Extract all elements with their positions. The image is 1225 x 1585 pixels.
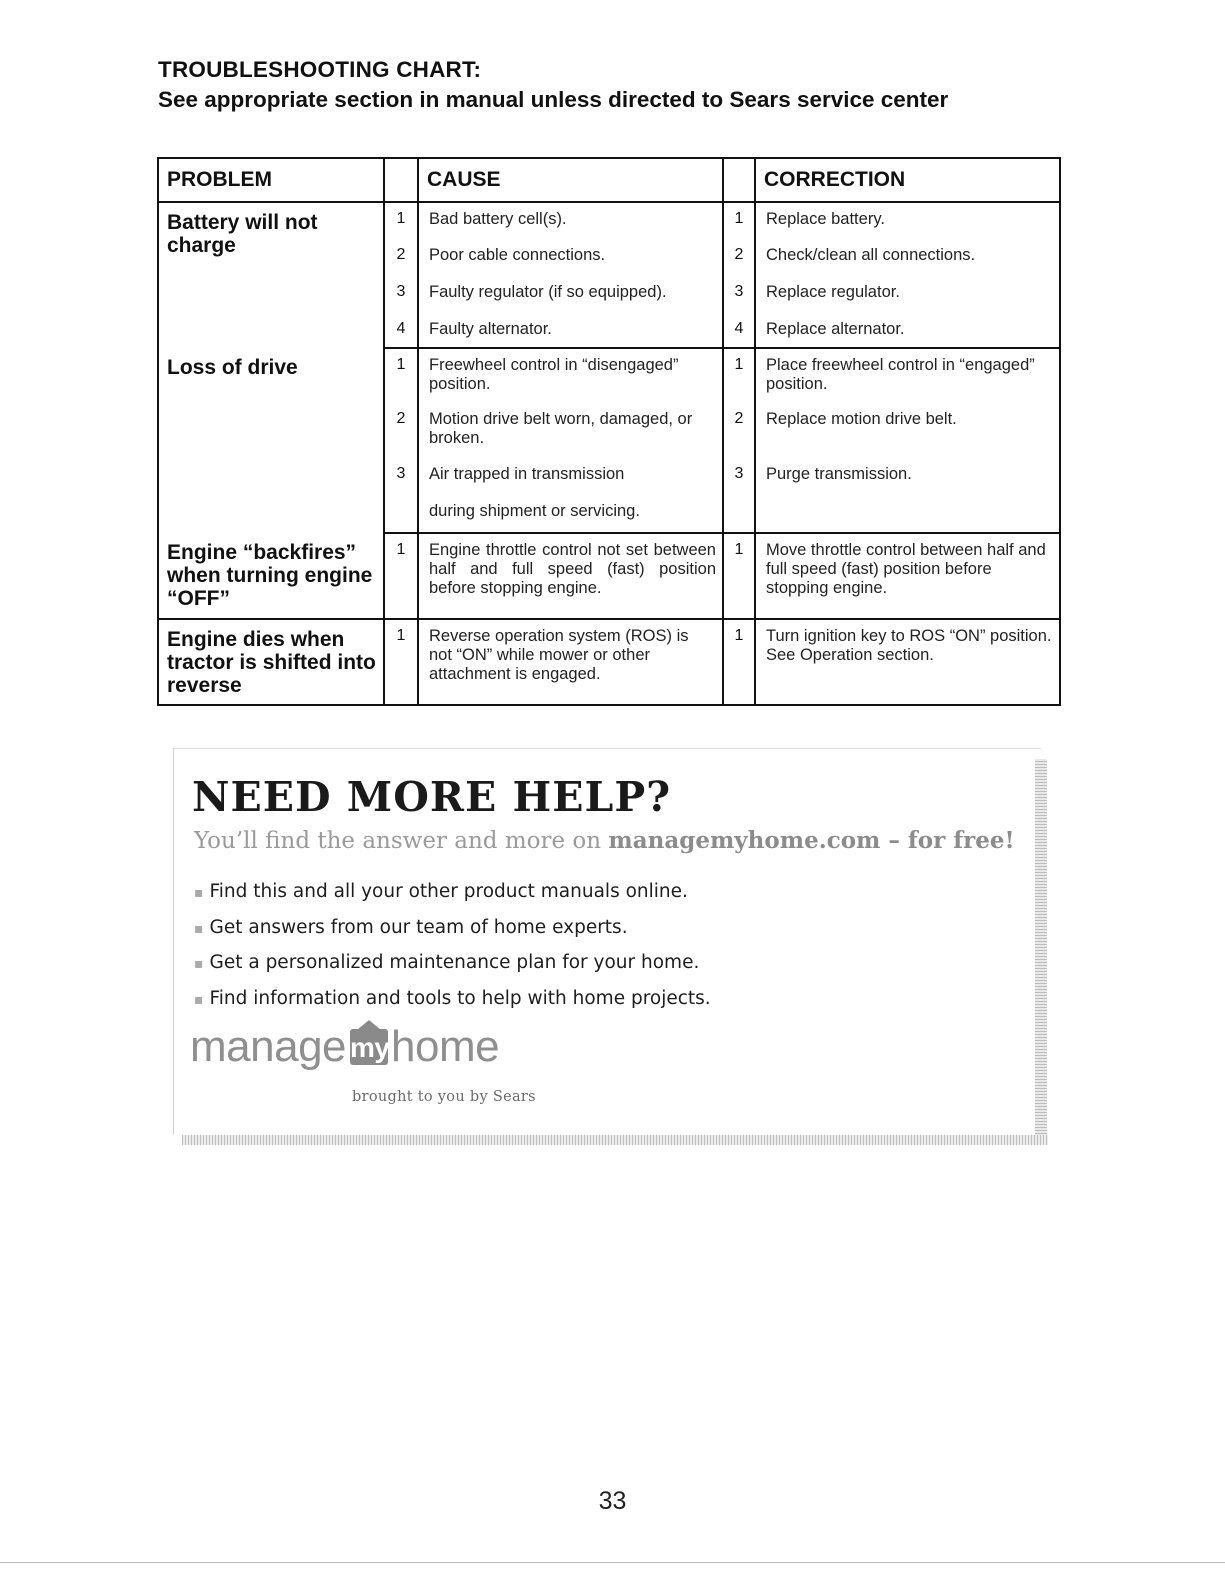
list-item-text: Find information and tools to help with home projects. [209, 987, 711, 1009]
bullet-icon: ▪ [194, 956, 204, 972]
help-subtitle [194, 827, 1015, 855]
cause-number: 3 [384, 276, 418, 313]
correction-cell: Place freewheel control in “engaged” position. [755, 348, 1060, 403]
list-item [194, 875, 711, 911]
bullet-icon: ▪ [194, 920, 204, 937]
bottom-divider [0, 1562, 1225, 1563]
logo-house-icon: my [350, 1029, 388, 1065]
cause-cell: Faulty regulator (if so equipped). [418, 276, 723, 313]
list-item [194, 911, 711, 947]
cause-cell: Faulty alternator. [418, 313, 723, 348]
problem-cell: Engine dies when tractor is shifted into reverse [158, 619, 384, 705]
problem-cell: Engine “backfires” when turning engine “OFF” [158, 533, 384, 619]
correction-cell: Replace alternator. [755, 313, 1060, 348]
table-row [158, 619, 1060, 705]
cause-cell: Engine throttle control not set between half and full speed (fast) position before stopping engine. [418, 533, 723, 619]
chart-title: TROUBLESHOOTING CHART: [158, 57, 482, 82]
cause-number: 1 [384, 202, 418, 239]
box-shadow-right [1035, 759, 1047, 1143]
column-header-correction: CORRECTION [755, 158, 1060, 202]
correction-cell: Move throttle control between half and full speed (fast) position before stopping engine. [755, 533, 1060, 619]
column-header-cause: CAUSE [418, 158, 723, 202]
cause-number: 4 [384, 313, 418, 348]
correction-cell: Turn ignition key to ROS “ON” position. See Operation section. [755, 619, 1060, 705]
help-title: NEED MORE HELP? [192, 773, 672, 821]
help-subtitle-link[interactable]: managemyhome.com – for free! [608, 827, 1015, 854]
list-item-text: Get answers from our team of home experts. [209, 916, 628, 938]
problem-cell: Loss of drive [158, 348, 384, 533]
troubleshooting-table [157, 157, 1061, 706]
cause-cell: Reverse operation system (ROS) is not “ON” while mower or other attachment is engaged. [418, 619, 723, 705]
correction-cell: Replace motion drive belt. [755, 403, 1060, 458]
cause-cell: Bad battery cell(s). [418, 202, 723, 239]
correction-number: 1 [723, 348, 755, 403]
table-header-row [158, 158, 1060, 202]
list-item [194, 946, 711, 982]
correction-number: 4 [723, 313, 755, 348]
help-subtitle-text: You’ll find the answer and more on [194, 828, 609, 854]
cause-number: 2 [384, 403, 418, 458]
cause-number: 1 [384, 533, 418, 619]
correction-cell: Check/clean all connections. [755, 239, 1060, 276]
correction-cell: Replace regulator. [755, 276, 1060, 313]
cause-cell: Air trapped in transmission [418, 458, 723, 495]
logo-text-right: home [391, 1022, 500, 1071]
correction-number: 1 [723, 619, 755, 705]
box-shadow-bottom [182, 1135, 1048, 1145]
correction-cell: Purge transmission. [755, 458, 1060, 495]
column-header-blank [723, 158, 755, 202]
list-item-text: Get a personalized maintenance plan for your home. [209, 952, 700, 973]
correction-number: 2 [723, 403, 755, 458]
cause-number [384, 495, 418, 533]
correction-number: 3 [723, 458, 755, 495]
correction-number: 3 [723, 276, 755, 313]
correction-cell: Replace battery. [755, 202, 1060, 239]
need-more-help-box [173, 748, 1041, 1135]
logo-text-left: manage [190, 1022, 347, 1071]
correction-number: 2 [723, 239, 755, 276]
bullet-icon: ▪ [194, 991, 204, 1008]
page-header [158, 56, 1098, 114]
correction-number [723, 495, 755, 533]
list-item [194, 982, 711, 1018]
table-row [158, 533, 1060, 619]
correction-number: 1 [723, 202, 755, 239]
correction-cell [755, 495, 1060, 533]
problem-cell: Battery will not charge [158, 202, 384, 348]
chart-subtitle: See appropriate section in manual unless directed to Sears service center [158, 87, 949, 112]
cause-cell: Freewheel control in “disengaged” position. [418, 348, 723, 403]
cause-cell: Poor cable connections. [418, 239, 723, 276]
bullet-icon: ▪ [194, 885, 204, 901]
cause-cell: during shipment or servicing. [418, 495, 723, 533]
cause-cell: Motion drive belt worn, damaged, or broken. [418, 403, 723, 458]
list-item-text: Find this and all your other product manuals online. [209, 881, 688, 902]
byline: brought to you by Sears [352, 1089, 536, 1105]
help-list [194, 875, 711, 1017]
table-row [158, 348, 1060, 403]
table-row [158, 202, 1060, 239]
cause-number: 3 [384, 458, 418, 495]
managemyhome-logo [190, 1021, 499, 1073]
cause-number: 1 [384, 619, 418, 705]
page-number: 33 [598, 1487, 627, 1515]
column-header-blank [384, 158, 418, 202]
cause-number: 2 [384, 239, 418, 276]
cause-number: 1 [384, 348, 418, 403]
correction-number: 1 [723, 533, 755, 619]
column-header-problem: PROBLEM [158, 158, 384, 202]
